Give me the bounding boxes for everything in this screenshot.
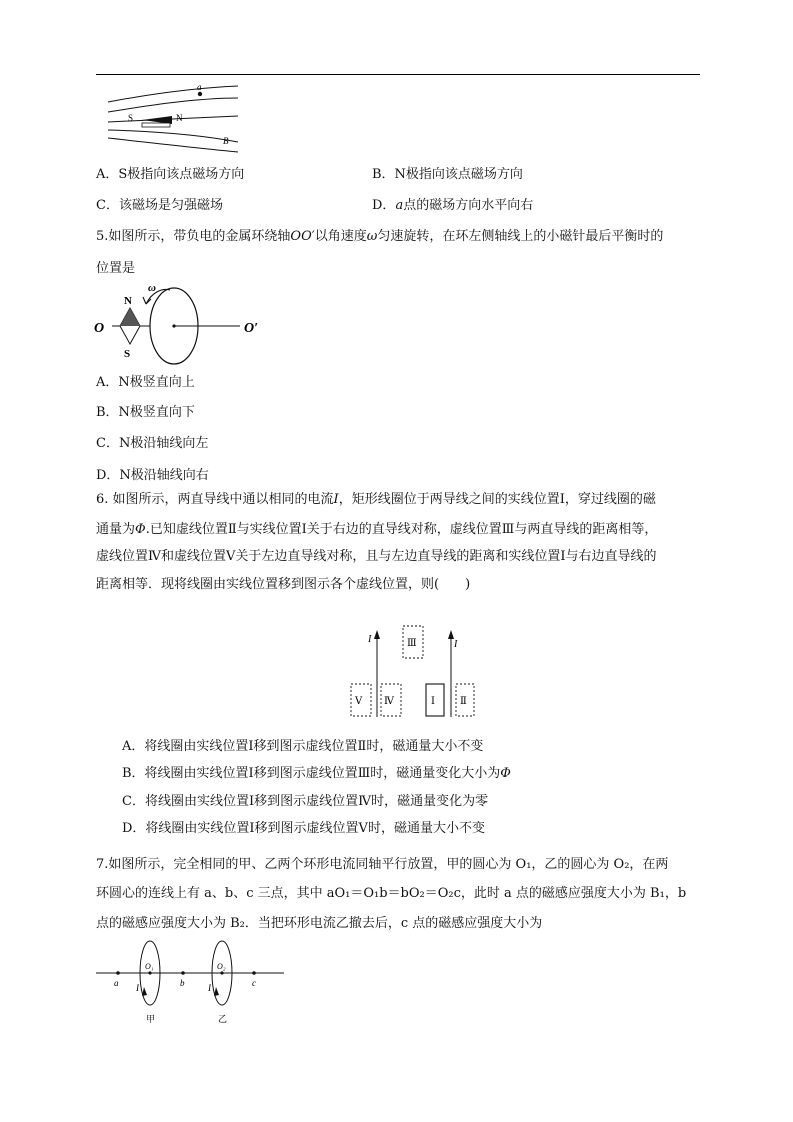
q5-stem-part3: 匀速旋转，在环左侧轴线上的小磁针最后平衡时的 (377, 229, 664, 244)
q7-label-b: b (180, 978, 185, 988)
q5-label-o: O (94, 321, 105, 336)
q4-option-d-suffix: 点的磁场方向水平向右 (403, 198, 534, 213)
q6-stem-part1: 6. 如图所示，两直导线中通以相同的电流 (96, 492, 334, 507)
q7-label-i1: I (136, 983, 139, 993)
q4-label-n: N (176, 113, 183, 123)
q7-label-i2: I (208, 983, 211, 993)
q5-stem-line1 (96, 229, 663, 245)
q6-stem-line1 (96, 492, 656, 508)
q6-stem-line2 (96, 522, 657, 538)
q5-stem-part2: 以角速度 (314, 229, 367, 244)
q5-label-o-prime: O′ (244, 321, 259, 336)
q6-option-b (122, 766, 511, 782)
q7-stem-line3: 点的磁感应强度大小为 B₂．当把环形电流乙撤去后，c 点的磁感应强度大小为 (96, 916, 543, 931)
q6-stem-line3: 虚线位置Ⅳ和虚线位置Ⅴ关于左边直导线对称，且与左边直导线的距离和实线位置Ⅰ与右边直导线的 (96, 549, 657, 564)
q6-option-c: C．将线圈由实线位置Ⅰ移到图示虚线位置Ⅳ时，磁通量变化为零 (122, 794, 489, 809)
pos5-label: Ⅴ (355, 696, 363, 707)
pos2-label: Ⅱ (460, 696, 467, 707)
q5-option-b: B．N极竖直向下 (96, 405, 195, 420)
q6-option-b-var: Φ (500, 766, 511, 781)
pos3-label: Ⅲ (407, 638, 417, 649)
q6-option-d: D．将线圈由实线位置Ⅰ移到图示虚线位置Ⅴ时，磁通量大小不变 (122, 821, 485, 836)
q5-figure (92, 282, 272, 364)
q6-option-a: A．将线圈由实线位置Ⅰ移到图示虚线位置Ⅱ时，磁通量大小不变 (122, 739, 484, 754)
q5-stem-axis: OO′ (290, 229, 315, 244)
q5-option-c: C．N极沿轴线向左 (96, 436, 209, 451)
pos1-label: Ⅰ (431, 696, 435, 707)
q7-label-c: c (252, 978, 256, 988)
q4-option-d (372, 198, 533, 214)
q4-label-a: a (197, 82, 202, 92)
q4-option-c: C．该磁场是匀强磁场 (96, 198, 223, 213)
header-rule (96, 74, 700, 75)
q7-label-jia: 甲 (146, 1014, 156, 1024)
q5-label-omega: ω (148, 282, 156, 294)
q5-option-a: A．N极竖直向上 (96, 375, 195, 390)
coil-position-1 (426, 684, 444, 716)
q7-label-o2: O₂ (217, 962, 226, 971)
q5-option-d: D．N极沿轴线向右 (96, 468, 209, 483)
q7-label-yi: 乙 (218, 1014, 228, 1024)
q4-label-b: B (223, 136, 229, 146)
q4-label-s: S (128, 113, 134, 123)
q5-stem-part1: 5.如图所示，带负电的金属环绕轴 (96, 229, 291, 244)
q6-current-left: I (368, 634, 372, 645)
q5-label-n: N (124, 295, 132, 307)
q6-stem-part3: 通量为 (96, 522, 136, 537)
q6-stem-current: I (333, 492, 339, 507)
q6-stem-flux: Φ (135, 522, 146, 537)
q7-label-a: a (114, 978, 119, 988)
q7-figure (94, 940, 289, 1024)
q5-stem-omega: ω (366, 229, 378, 244)
q4-option-b: B．N极指向该点磁场方向 (372, 167, 523, 182)
q4-option-d-prefix: D． (372, 198, 396, 213)
q6-current-right: I (454, 639, 458, 650)
q6-stem-part2: ，矩形线圈位于两导线之间的实线位置Ⅰ，穿过线圈的磁 (338, 492, 656, 507)
q7-label-o1: O₁ (145, 962, 154, 971)
q6-stem-line4: 距离相等．现将线圈由实线位置移到图示各个虚线位置，则( ) (96, 577, 471, 592)
point-a-dot (198, 92, 202, 96)
q6-figure (346, 612, 476, 722)
q6-option-b-prefix: B．将线圈由实线位置Ⅰ移到图示虚线位置Ⅲ时，磁通量变化大小为 (122, 766, 501, 781)
q6-stem-part4: .已知虚线位置Ⅱ与实线位置Ⅰ关于右边的直导线对称，虚线位置Ⅲ与两直导线的距离相等， (145, 522, 658, 537)
q7-stem-line1: 7.如图所示，完全相同的甲、乙两个环形电流同轴平行放置，甲的圆心为 O₁，乙的圆心为 O₂，在两 (96, 857, 669, 872)
q5-stem-line2: 位置是 (96, 261, 136, 276)
pos4-label: Ⅳ (384, 696, 394, 707)
q7-stem-line2: 环圆心的连线上有 a、b、c 三点，其中 aO₁＝O₁b＝bO₂＝O₂c，此时 a 点的磁感应强度大小为 B₁，b (96, 886, 687, 901)
q4-option-a: A．S极指向该点磁场方向 (96, 167, 245, 182)
q4-figure (100, 82, 245, 152)
q5-label-s: S (124, 348, 131, 360)
q4-option-d-var: a (395, 198, 404, 213)
